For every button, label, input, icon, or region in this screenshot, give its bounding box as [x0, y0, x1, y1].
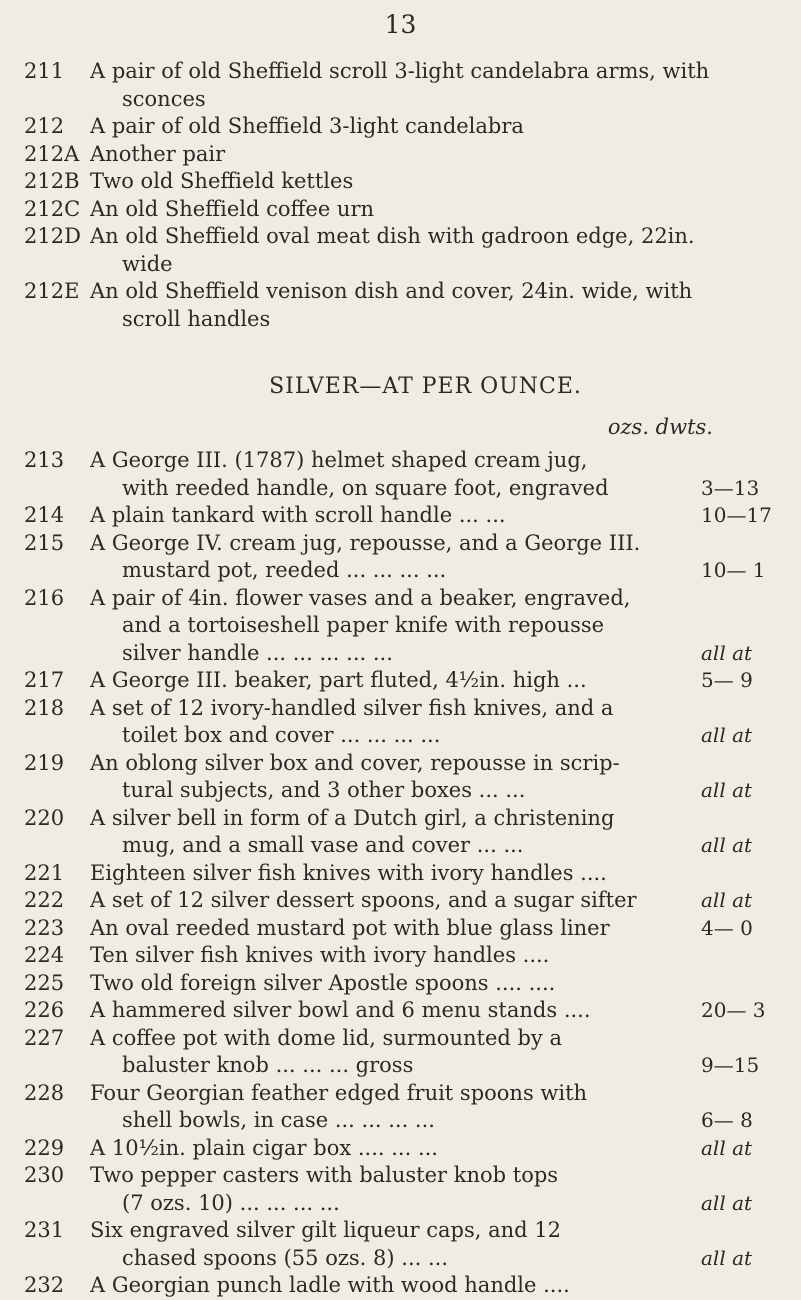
description-line	[90, 1052, 787, 1080]
lot-description	[90, 1272, 787, 1300]
description-text: An old Sheffield venison dish and cover, 24in. wide, with	[90, 279, 693, 303]
description-text: A Georgian punch ladle with wood handle ....	[90, 1273, 570, 1297]
weight-value: 10— 1	[701, 558, 766, 582]
lot-number: 231	[24, 1218, 65, 1242]
lot-description	[90, 223, 787, 278]
lot-number: 221	[24, 860, 65, 885]
weight-value: 5— 9	[701, 668, 753, 692]
description-line	[90, 722, 787, 750]
lot-description	[90, 1217, 787, 1272]
description-line	[90, 1107, 787, 1135]
lot-description	[90, 585, 787, 668]
description-line	[90, 1025, 787, 1053]
description-text: scroll handles	[122, 306, 271, 331]
lot-entry	[24, 113, 787, 141]
lot-number: 228	[24, 1080, 65, 1105]
lot-description	[90, 1080, 787, 1135]
weight-value	[701, 530, 787, 558]
weight-value: 10—17	[701, 503, 772, 527]
description-line	[90, 667, 787, 695]
description-line	[90, 1245, 787, 1273]
weight-value: all at	[701, 833, 753, 857]
description-text: Eighteen silver fish knives with ivory handles ....	[90, 860, 607, 885]
lot-entry	[24, 1080, 787, 1135]
weight-value	[701, 585, 787, 613]
description-line	[90, 141, 787, 169]
description-text: Two old Sheffield kettles	[90, 169, 354, 193]
lot-description	[90, 447, 787, 502]
lot-entry	[24, 860, 787, 888]
lot-entry	[24, 447, 787, 502]
lot-number: 217	[24, 668, 65, 692]
weight-value: all at	[701, 1245, 753, 1270]
description-line	[90, 970, 787, 998]
lot-entry	[24, 942, 787, 970]
description-line	[90, 475, 787, 503]
lot-number: 224	[24, 943, 65, 967]
lot-number: 212A	[24, 141, 80, 166]
description-line	[90, 887, 787, 915]
lot-number: 212C	[24, 196, 81, 221]
description-line	[90, 278, 787, 306]
weight-value: 4— 0	[701, 915, 753, 940]
lot-entry	[24, 805, 787, 860]
lot-description	[90, 750, 787, 805]
weight-value	[701, 1217, 787, 1245]
description-line	[90, 860, 787, 888]
lot-description	[90, 667, 787, 695]
weight-value: all at	[701, 723, 753, 747]
lot-number: 232	[24, 1273, 65, 1297]
lot-description	[90, 997, 787, 1025]
description-line	[90, 1190, 787, 1218]
description-line	[90, 832, 787, 860]
description-text: Ten silver fish knives with ivory handles ....	[90, 943, 550, 967]
description-text: toilet box and cover ... ... ... ...	[122, 723, 441, 747]
description-text: baluster knob ... ... ... gross	[122, 1053, 414, 1077]
weight-value	[701, 860, 787, 888]
lot-number: 220	[24, 805, 65, 830]
description-text: (7 ozs. 10) ... ... ... ...	[122, 1190, 340, 1215]
lot-number: 213	[24, 448, 65, 472]
description-text: Two old foreign silver Apostle spoons .... ....	[90, 970, 556, 995]
lot-description	[90, 196, 787, 224]
description-text: A 10½in. plain cigar box .... ... ...	[90, 1135, 438, 1160]
description-line	[90, 640, 787, 668]
lot-description	[90, 695, 787, 750]
weight-value	[701, 750, 787, 778]
weight-value	[701, 612, 787, 640]
description-line	[90, 997, 787, 1025]
lot-number: 212	[24, 114, 65, 138]
weight-value	[701, 942, 787, 970]
description-text: A pair of old Sheffield scroll 3-light candelabra arms, with	[90, 59, 710, 83]
description-text: chased spoons (55 ozs. 8) ... ...	[122, 1245, 448, 1270]
lot-entry	[24, 915, 787, 943]
lot-number: 227	[24, 1025, 65, 1050]
description-text: An oval reeded mustard pot with blue glass liner	[90, 915, 610, 940]
description-text: Another pair	[90, 141, 226, 166]
lot-description	[90, 141, 787, 169]
description-text: A set of 12 silver dessert spoons, and a sugar sifter	[90, 888, 637, 912]
lot-entry	[24, 750, 787, 805]
lot-entry	[24, 695, 787, 750]
weight-value: all at	[701, 1190, 753, 1215]
lot-number: 211	[24, 59, 65, 83]
description-text: A silver bell in form of a Dutch girl, a christening	[90, 805, 615, 830]
lot-description	[90, 970, 787, 998]
weight-value	[701, 1162, 787, 1190]
description-text: silver handle ... ... ... ... ...	[122, 640, 393, 665]
description-text: A George III. beaker, part fluted, 4½in. high ...	[90, 668, 587, 692]
description-line	[90, 306, 787, 334]
lot-entry	[24, 667, 787, 695]
lot-entry	[24, 223, 787, 278]
catalogue-entries	[24, 58, 787, 1300]
description-text: A George III. (1787) helmet shaped cream jug,	[90, 448, 588, 472]
weight-value: all at	[701, 888, 753, 912]
lot-entry	[24, 530, 787, 585]
lot-description	[90, 915, 787, 943]
lot-number: 230	[24, 1163, 65, 1187]
description-text: wide	[122, 251, 173, 276]
lot-number: 225	[24, 970, 65, 995]
description-text: tural subjects, and 3 other boxes ... ...	[122, 778, 526, 802]
lot-description	[90, 58, 787, 113]
description-line	[90, 86, 787, 114]
lot-number: 219	[24, 750, 65, 775]
weight-value	[701, 805, 787, 833]
lot-number: 215	[24, 530, 65, 555]
description-text: Two pepper casters with baluster knob tops	[90, 1163, 559, 1187]
description-line	[90, 805, 787, 833]
lot-description	[90, 530, 787, 585]
lot-description	[90, 502, 787, 530]
description-text: A coffee pot with dome lid, surmounted by a	[90, 1025, 562, 1050]
description-text: mug, and a small vase and cover ... ...	[122, 833, 524, 857]
description-text: A set of 12 ivory-handled silver fish knives, and a	[90, 695, 614, 720]
lot-number: 212E	[24, 279, 80, 303]
weight-value	[701, 1025, 787, 1053]
weight-value: all at	[701, 640, 753, 665]
description-line	[90, 777, 787, 805]
description-text: A plain tankard with scroll handle ... ...	[90, 503, 506, 527]
description-text: Four Georgian feather edged fruit spoons with	[90, 1080, 588, 1105]
weight-value	[701, 970, 787, 998]
lot-entry	[24, 1272, 787, 1300]
description-line	[90, 447, 787, 475]
description-text: with reeded handle, on square foot, engraved	[122, 475, 609, 500]
lot-description	[90, 278, 787, 333]
silver-heading: SILVER—AT PER OUNCE.	[269, 374, 582, 399]
description-line	[90, 1217, 787, 1245]
lot-entry	[24, 168, 787, 196]
lot-number: 214	[24, 503, 65, 527]
lot-entry	[24, 970, 787, 998]
description-text: A pair of 4in. flower vases and a beaker, engraved,	[90, 585, 631, 610]
description-text: An oblong silver box and cover, repousse in scrip-	[90, 750, 620, 775]
description-line	[90, 1135, 787, 1163]
description-line	[90, 530, 787, 558]
lot-number: 218	[24, 695, 65, 720]
description-line	[90, 557, 787, 585]
description-line	[90, 585, 787, 613]
lot-number: 216	[24, 585, 65, 610]
description-line	[90, 58, 787, 86]
lot-number: 223	[24, 915, 65, 940]
lot-number: 222	[24, 888, 65, 912]
weight-value: 9—15	[701, 1053, 760, 1077]
description-line	[90, 915, 787, 943]
description-line	[90, 1162, 787, 1190]
lot-entry	[24, 502, 787, 530]
weight-value: 3—13	[701, 475, 760, 500]
description-text: mustard pot, reeded ... ... ... ...	[122, 558, 447, 582]
description-text: Six engraved silver gilt liqueur caps, and 12	[90, 1218, 561, 1242]
lot-description	[90, 168, 787, 196]
lot-description	[90, 1135, 787, 1163]
weight-value: 6— 8	[701, 1108, 753, 1132]
description-line	[90, 223, 787, 251]
weight-value	[701, 1272, 787, 1300]
description-line	[90, 612, 787, 640]
description-line	[90, 168, 787, 196]
lot-number: 212D	[24, 224, 81, 248]
description-text: A George IV. cream jug, repousse, and a George III.	[90, 530, 641, 555]
description-line	[90, 113, 787, 141]
weight-value	[701, 695, 787, 723]
lot-description	[90, 1025, 787, 1080]
description-line	[90, 695, 787, 723]
lot-description	[90, 942, 787, 970]
weight-value: all at	[701, 778, 753, 802]
weight-value: all at	[701, 1135, 753, 1160]
lot-description	[90, 1162, 787, 1217]
description-line	[90, 1080, 787, 1108]
lot-number: 226	[24, 998, 65, 1022]
lot-entry	[24, 58, 787, 113]
description-line	[90, 196, 787, 224]
lot-entry	[24, 1162, 787, 1217]
lot-entry	[24, 141, 787, 169]
description-text: and a tortoiseshell paper knife with repousse	[122, 613, 605, 637]
lot-entry	[24, 997, 787, 1025]
description-text: An old Sheffield oval meat dish with gadroon edge, 22in.	[90, 224, 695, 248]
description-text: sconces	[122, 86, 206, 111]
lot-entry	[24, 887, 787, 915]
description-line	[90, 942, 787, 970]
weight-value	[701, 1080, 787, 1108]
lot-number: 229	[24, 1135, 65, 1160]
lot-description	[90, 113, 787, 141]
lot-description	[90, 860, 787, 888]
description-text: A hammered silver bowl and 6 menu stands ....	[90, 998, 591, 1022]
lot-description	[90, 805, 787, 860]
lot-entry	[24, 196, 787, 224]
sheffield-section	[24, 58, 787, 333]
lot-entry	[24, 1025, 787, 1080]
lot-number: 212B	[24, 169, 80, 193]
weight-value: 20— 3	[701, 998, 766, 1022]
description-text: A pair of old Sheffield 3-light candelabra	[90, 114, 524, 138]
weight-value	[701, 447, 787, 475]
lot-entry	[24, 1217, 787, 1272]
description-line	[90, 750, 787, 778]
description-text: shell bowls, in case ... ... ... ...	[122, 1108, 435, 1132]
lot-entry	[24, 1135, 787, 1163]
page-number: 13	[384, 10, 417, 39]
silver-section	[24, 447, 787, 1300]
description-line	[90, 502, 787, 530]
description-line	[90, 1272, 787, 1300]
description-text: An old Sheffield coffee urn	[90, 196, 375, 221]
units-header: ozs. dwts.	[607, 415, 713, 439]
lot-entry	[24, 278, 787, 333]
lot-description	[90, 887, 787, 915]
description-line	[90, 251, 787, 279]
lot-entry	[24, 585, 787, 668]
